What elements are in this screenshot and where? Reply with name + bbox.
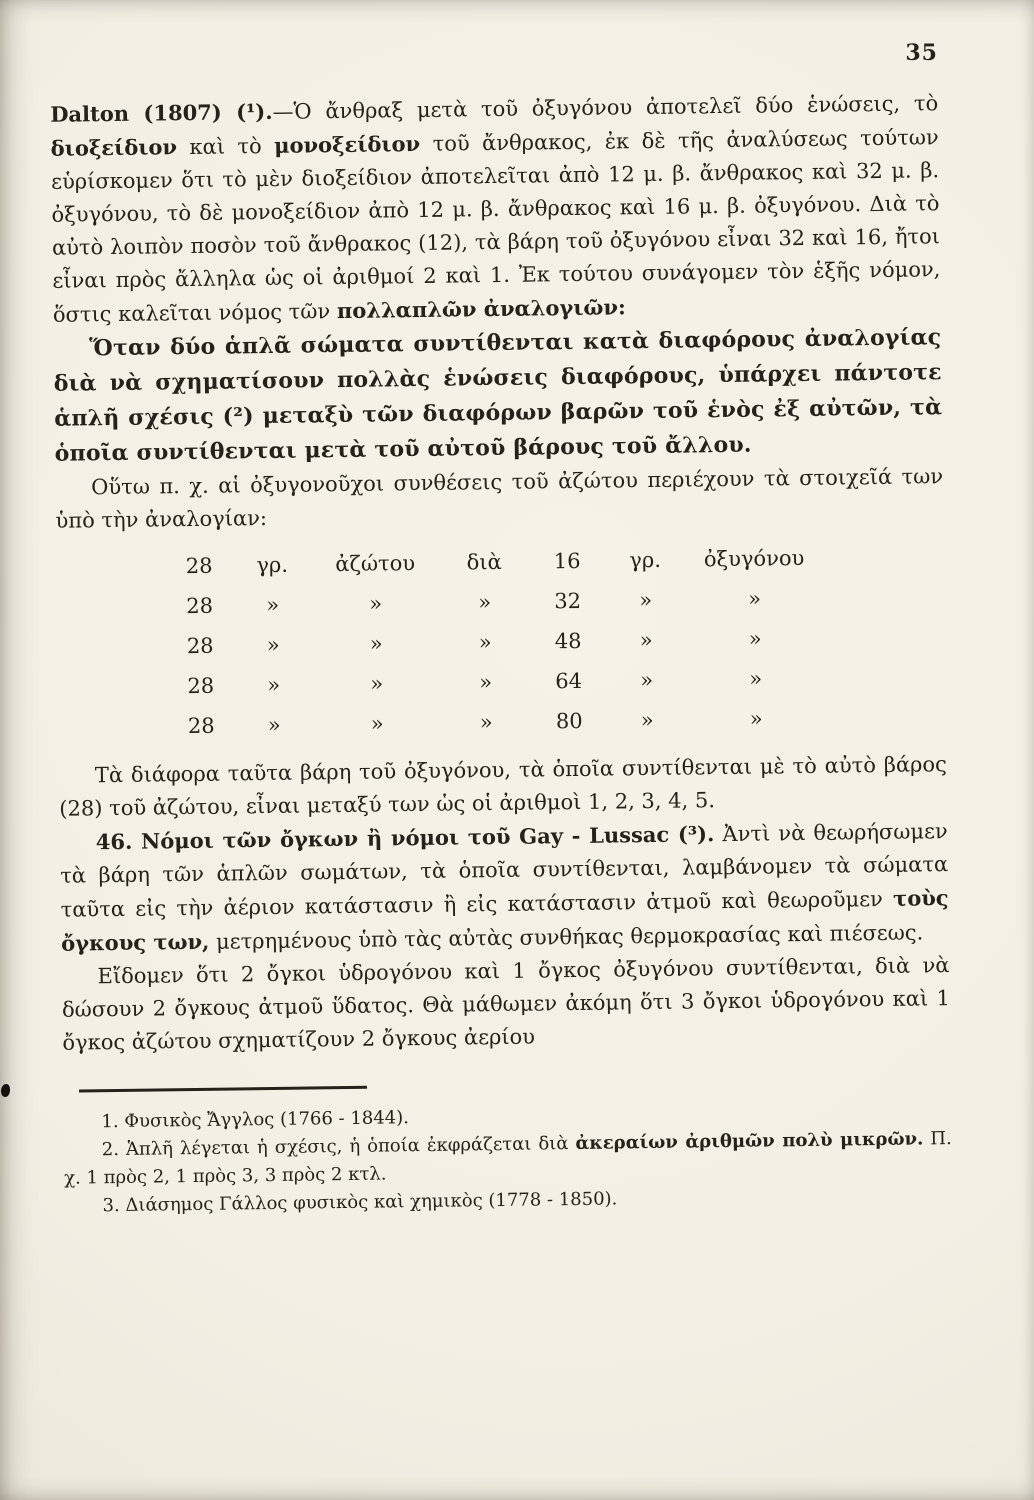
table-cell: 28 bbox=[187, 713, 215, 739]
table-cell: γρ. bbox=[256, 552, 289, 578]
ink-spot bbox=[1, 1084, 10, 1097]
emphasis-text: 46. Νόμοι τῶν ὄγκων ἢ νόμοι τοῦ Gay - Lussac (³). bbox=[95, 821, 715, 855]
body-text: καὶ τὸ bbox=[176, 133, 275, 160]
table-cell: 28 bbox=[186, 633, 214, 659]
emphasis-text: πολλαπλῶν ἀναλογιῶν: bbox=[336, 294, 626, 324]
page-content bbox=[50, 86, 953, 1221]
body-text: Εἴδομεν ὅτι 2 ὄγκοι ὑδρογόνου καὶ 1 ὄγκος ὀξυγόνου συντίθενται, διὰ νὰ δώσουν 2 ὄγκους ἀτμοῦ ὕδατος. Θὰ μάθωμεν ἀκόμη ὅτι 3 ὄγκοι ὑδρογόνου καὶ 1 ὄγκος ἀζώτου σχηματίζουν 2 ὄγκους ἀερίου bbox=[61, 953, 951, 1055]
table-cell: » bbox=[478, 590, 492, 615]
gay-lussac-section bbox=[60, 814, 950, 961]
table-cell: 28 bbox=[187, 673, 215, 699]
table-cell: 80 bbox=[555, 708, 583, 734]
intro-paragraph bbox=[50, 86, 941, 332]
body-text: Ἀντὶ νὰ θεωρήσωμεν τὰ βάρη τῶν ἁπλῶν σωμάτων, τὰ ὁποῖα συντίθενται, λαμβάνομεν τὰ σώματα ταῦτα εἰς τὴν ἀέριον κατάστασιν ἢ εἰς κατάστασιν ἀτμοῦ καὶ θεωροῦμεν bbox=[60, 819, 949, 922]
table-cell: 64 bbox=[555, 668, 583, 694]
table-cell: » bbox=[479, 710, 493, 735]
table-cell: » bbox=[748, 586, 762, 611]
table-cell: » bbox=[478, 630, 492, 655]
body-text: 1. Φυσικὸς Ἄγγλος (1766 - 1844). bbox=[101, 1107, 410, 1133]
emphasis-text: Dalton (1807) (¹). bbox=[50, 98, 273, 127]
ratio-conclusion bbox=[59, 748, 948, 826]
table-cell: ἀζώτου bbox=[335, 551, 416, 577]
table-cell: » bbox=[267, 712, 281, 738]
table-cell: 28 bbox=[186, 593, 214, 619]
table-cell: » bbox=[266, 632, 280, 658]
table-cell: » bbox=[639, 627, 653, 653]
table-cell: » bbox=[749, 666, 763, 691]
body-text: —Ὁ ἄνθραξ μετὰ τοῦ ὀξυγόνου ἀποτελεῖ δύο ἑνώσεις, τὸ bbox=[272, 91, 939, 124]
table-cell: γρ. bbox=[629, 547, 662, 573]
emphasis-text: Ὅταν δύο ἁπλᾶ σώματα συντίθενται κατὰ διαφόρους ἀναλογίας διὰ νὰ σχηματίσουν πολλὰς ἑνώσεις διαφόρους, ὑπάρχει πάντοτε ἁπλῆ σχέσις (²) μεταξὺ τῶν διαφόρων βαρῶν τοῦ ἑνὸς ἐξ αὐτῶν, τὰ ὁποῖα συντίθενται μετὰ τοῦ αὐτοῦ βάρους τοῦ ἄλλου. bbox=[53, 324, 943, 467]
table-cell: » bbox=[640, 667, 654, 693]
body-text: μετρημένους ὑπὸ τὰς αὐτὰς συνθήκας θερμοκρασίας καὶ πιέσεως. bbox=[209, 920, 924, 954]
body-text: 3. Διάσημος Γάλλος φυσικὸς καὶ χημικὸς (1778 - 1850). bbox=[102, 1188, 618, 1217]
text-content bbox=[50, 86, 951, 1060]
table-cell: » bbox=[639, 587, 653, 613]
law-of-multiple-proportions bbox=[53, 320, 943, 472]
body-text: Π. χ. 1 πρὸς 2, 1 πρὸς 3, 3 πρὸς 2 κτλ. bbox=[64, 1128, 952, 1189]
table-cell: 16 bbox=[553, 548, 581, 574]
table-cell: » bbox=[369, 591, 383, 616]
emphasis-text: μονοξείδιον bbox=[273, 130, 421, 158]
table-cell: » bbox=[479, 670, 493, 695]
body-text: τοῦ ἄνθρακος, ἐκ δὲ τῆς ἀναλύσεως τούτων εὑρίσκομεν ὅτι τὸ μὲν διοξείδιον ἀποτελεῖται ἀπὸ 12 μ. β. ἄνθρακος καὶ 32 μ. β. ὀξυγόνου, τὸ δὲ μονοξείδιον ἀπὸ 12 μ. β. ἄνθρακος καὶ 16 μ. β. ὀξυγόνου. Διὰ τὸ αὐτὸ λοιπὸν ποσὸν τοῦ ἄνθρακος (12), τὰ βάρη τοῦ ὀξυγόνου εἶναι 32 καὶ 16, ἤτοι εἶναι πρὸς ἄλληλα ὡς οἱ ἀριθμοί 2 καὶ 1. Ἐκ τούτου συνάγομεν τὸν ἑξῆς νόμον, ὅστις καλεῖται νόμος τῶν bbox=[50, 125, 941, 327]
footnote-divider bbox=[79, 1086, 367, 1093]
body-text: Τὰ διάφορα ταῦτα βάρη τοῦ ὀξυγόνου, τὰ ὁποῖα συντίθενται μὲ τὸ αὐτὸ βάρος (28) τοῦ ἀζώτου, εἶναι μεταξύ των ὡς οἱ ἀριθμοὶ 1, 2, 3, 4, 5. bbox=[59, 752, 947, 821]
table-cell: διὰ bbox=[466, 549, 502, 575]
table-cell: 48 bbox=[554, 628, 582, 654]
table-cell: » bbox=[748, 626, 762, 651]
table-cell: » bbox=[370, 671, 384, 696]
table-cell: » bbox=[640, 707, 654, 733]
nitrogen-oxygen-ratios bbox=[168, 536, 947, 746]
body-text: 2. Ἁπλῆ λέγεται ἡ σχέσις, ἡ ὁποία ἐκφράζεται διὰ bbox=[101, 1133, 576, 1161]
emphasis-text: τοὺς ὄγκους των, bbox=[60, 885, 949, 956]
body-text: Οὕτω π. χ. αἱ ὀξυγονοῦχοι συνθέσεις τοῦ ἀζώτου περιέχουν τὰ στοιχεῖά των ὑπὸ τὴν ἀναλογίαν: bbox=[55, 464, 944, 533]
table-cell: » bbox=[749, 706, 763, 731]
table-cell: » bbox=[369, 631, 383, 656]
page-number: 35 bbox=[905, 40, 938, 66]
table-cell: » bbox=[370, 711, 384, 736]
table-cell: 28 bbox=[185, 553, 213, 579]
table-cell: ὀξυγόνου bbox=[703, 545, 805, 572]
table-cell: » bbox=[266, 592, 280, 618]
volumes-example bbox=[61, 949, 950, 1060]
example-intro bbox=[55, 460, 944, 538]
table-cell: 32 bbox=[554, 588, 582, 614]
table-cell: » bbox=[267, 672, 281, 698]
footnotes bbox=[63, 1097, 952, 1221]
emphasis-text: ἀκεραίων ἀριθμῶν πολὺ μικρῶν. bbox=[575, 1128, 924, 1155]
emphasis-text: διοξείδιον bbox=[50, 134, 178, 161]
